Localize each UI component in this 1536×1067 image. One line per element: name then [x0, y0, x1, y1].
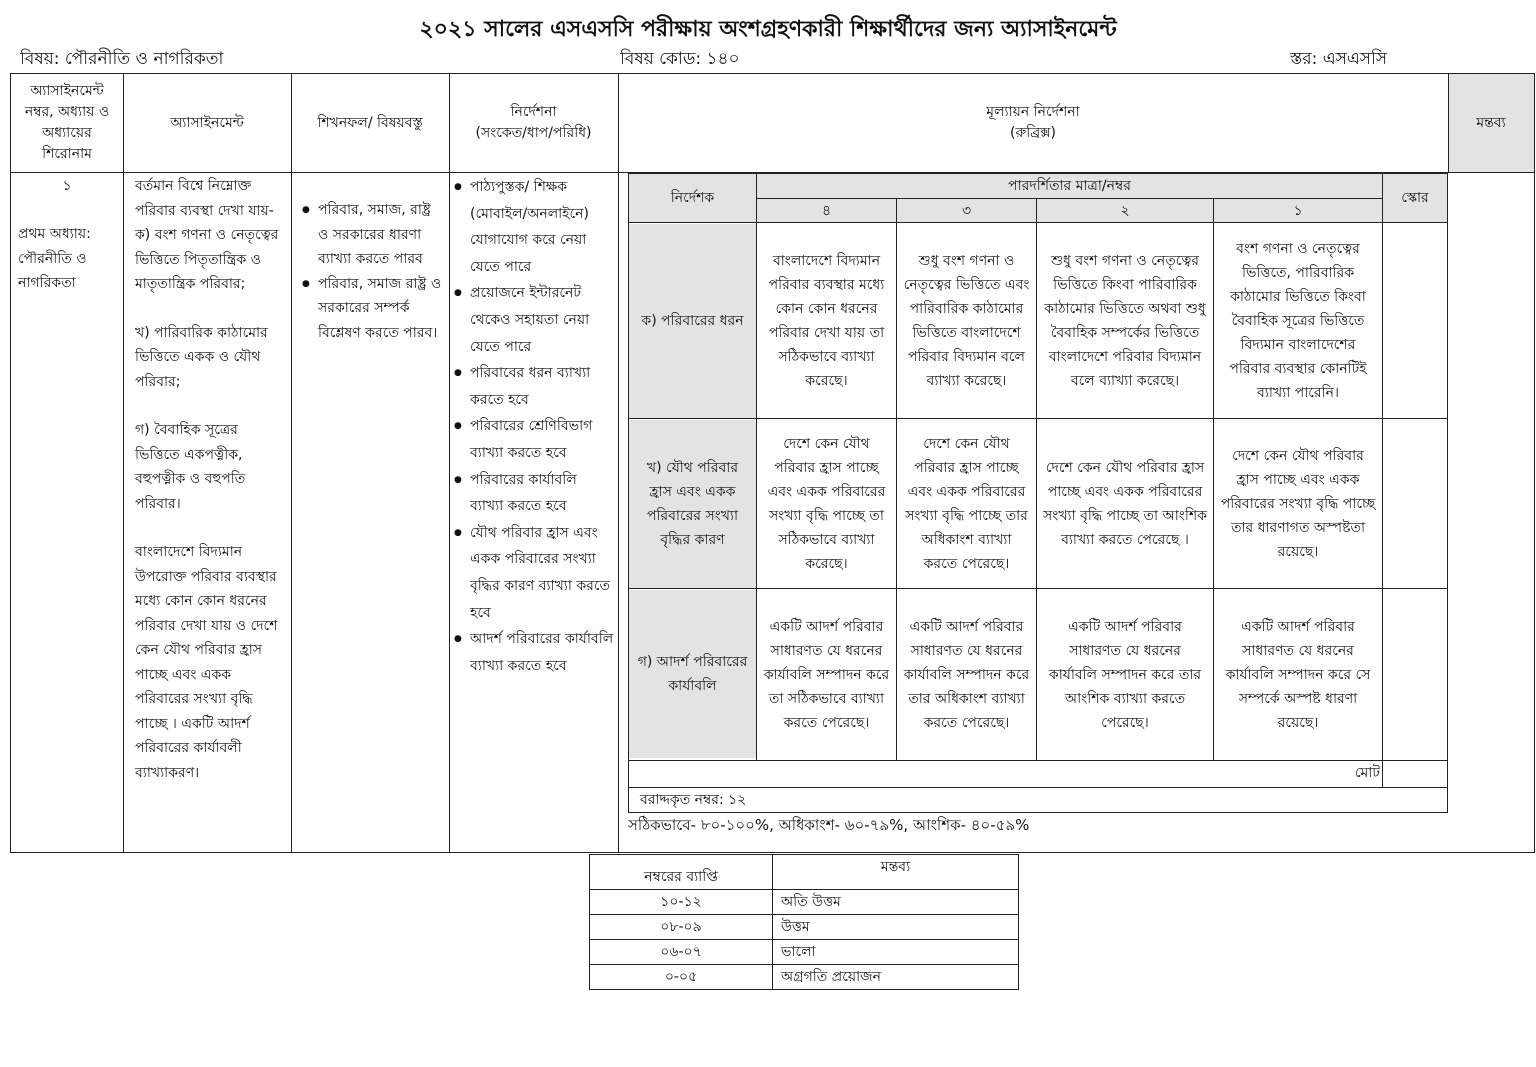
header-assignment: অ্যাসাইনমেন্ট [170, 114, 244, 131]
rubric-level-2: ২ [1037, 199, 1213, 222]
rubric-level-3: ৩ [897, 199, 1036, 222]
table-row: ০-০৫ অগ্রগতি প্রয়োজন [590, 965, 1019, 990]
rubric-cell: একটি আদর্শ পরিবার সাধারণত যে ধরনের কার্যাবলি সম্পাদন করে সে সম্পর্কে অস্পষ্ট ধারণা রয়েছে। [1225, 619, 1371, 731]
rubric-cell: একটি আদর্শ পরিবার সাধারণত যে ধরনের কার্যাবলি সম্পাদন করে তা সঠিকভাবে ব্যাখ্যা করতে পেরেছে। [763, 619, 890, 731]
rubric-cell: দেশে কেন যৌথ পরিবার হ্রাস পাচ্ছে এবং একক পরিবারের সংখ্যা বৃদ্ধি পাচ্ছে তার ধারণাগত অস্পষ্টতা রয়েছে। [1220, 448, 1376, 560]
percent-note: সঠিকভাবে- ৮০-১০০%, অধিকাংশ- ৬০-৭৯%, আংশিক- ৪০-৫৯% [628, 816, 1030, 834]
rubric-indicator-header: নির্দেশক [629, 174, 756, 222]
page-title: ২০২১ সালের এসএসসি পরীক্ষায় অংশগ্রহণকারী শিক্ষার্থীদের জন্য অ্যাসাইনমেন্ট [419, 17, 1117, 42]
instruction-item: ● পাঠ্যপুস্তক/ শিক্ষক (মোবাইল/অনলাইনে) যোগাযোগ করে নেয়া যেতে পারে [470, 174, 614, 280]
outcome-item: ● পরিবার, সমাজ, রাষ্ট্র ও সরকারের ধারণা ব্যাখ্যা করতে পারব [318, 198, 445, 272]
allocated-marks: বরাদ্দকৃত নম্বর: ১২ [640, 792, 747, 808]
chapter-title: প্রথম অধ্যায়: পৌরনীতি ও নাগরিকতা [18, 226, 91, 291]
header-learning-outcome: শিখনফল/ বিষয়বস্তু [317, 114, 423, 131]
rubric-level-1: ১ [1214, 199, 1382, 222]
score-range-header: নম্বরের ব্যাপ্তি [590, 855, 773, 890]
subject-label: বিষয়: পৌরনীতি ও নাগরিকতা [20, 49, 224, 69]
instruction-item: ● পরিবারের শ্রেণিবিভাগ ব্যাখ্যা করতে হবে [470, 413, 614, 466]
rubric-cell: শুধু বংশ গণনা ও নেতৃত্বের ভিত্তিতে এবং পারিবারিক কাঠামোর ভিত্তিতে বাংলাদেশে পরিবার বিদ্যমান বলে ব্যাখ্যা করেছে। [903, 253, 1030, 389]
score-comment-header: মন্তব্য [773, 855, 1019, 890]
rubric-cell: দেশে কেন যৌথ পরিবার হ্রাস পাচ্ছে এবং একক পরিবারের সংখ্যা বৃদ্ধি পাচ্ছে তার অধিকাংশ ব্যাখ্যা করতে পেরেছে। [905, 436, 1028, 572]
rubric-score-header: স্কোর [1383, 174, 1447, 222]
table-row: ১০-১২ অতি উত্তম [590, 890, 1019, 915]
instruction-item: ● যৌথ পরিবার হ্রাস এবং একক পরিবারের সংখ্যা বৃদ্ধির কারণ ব্যাখ্যা করতে হবে [470, 520, 614, 626]
rubric-cell: দেশে কেন যৌথ পরিবার হ্রাস পাচ্ছে এবং একক পরিবারের সংখ্যা বৃদ্ধি পাচ্ছে তা আংশিক ব্যাখ্যা করতে পেরেছে । [1043, 460, 1207, 548]
rubric-cell: বাংলাদেশে বিদ্যমান পরিবার ব্যবস্থার মধ্যে কোন কোন ধরনের পরিবার দেখা যায় তা সঠিকভাবে ব্যাখ্যা করেছে। [768, 253, 885, 389]
rubric-indicator: ক) পরিবারের ধরন [629, 224, 756, 418]
total-label: মোট [1354, 765, 1380, 781]
instruction-item: ● আদর্শ পরিবারের কার্যাবলি ব্যাখ্যা করতে হবে [470, 626, 614, 679]
level-label: স্তর: এসএসসি [1290, 49, 1388, 69]
rubric-cell: একটি আদর্শ পরিবার সাধারণত যে ধরনের কার্যাবলি সম্পাদন করে তার অধিকাংশ ব্যাখ্যা করতে পেরেছে। [903, 619, 1030, 731]
rubric-level-4: ৪ [757, 199, 896, 222]
instruction-item: ● পরিবাবের ধরন ব্যাখ্যা করতে হবে [470, 360, 614, 413]
instructions [452, 174, 614, 679]
header-evaluation: মূল্যায়ন নির্দেশনা (রুব্রিক্স) [986, 104, 1080, 141]
rubric-indicator: গ) আদর্শ পরিবারের কার্যাবলি [629, 590, 756, 758]
score-range-table [589, 854, 1019, 990]
rubric-indicator: খ) যৌথ পরিবার হ্রাস এবং একক পরিবারের সংখ্যা বৃদ্ধির কারণ [629, 420, 756, 588]
header-instructions: নির্দেশনা (সংকেত/ধাপ/পরিধি) [475, 104, 592, 141]
rubric-cell: বংশ গণনা ও নেতৃত্বের ভিত্তিতে, পারিবারিক কাঠামোর ভিত্তিতে কিংবা বৈবাহিক সূত্রের ভিত্তিতে বিদ্যমান বাংলাদেশের পরিবার ব্যবস্থার কোনটিই ব্যাখ্যা পারেনি। [1229, 241, 1367, 401]
learning-outcomes [300, 198, 445, 345]
table-row: ০৮-০৯ উত্তম [590, 915, 1019, 940]
instruction-item: ● পরিবারের কার্যাবলি ব্যাখ্যা করতে হবে [470, 467, 614, 520]
header-assignment-number: অ্যাসাইনমেন্ট নম্বর, অধ্যায় ও অধ্যায়ের শিরোনাম [24, 83, 110, 162]
rubric-cell: দেশে কেন যৌথ পরিবার হ্রাস পাচ্ছে এবং একক পরিবারের সংখ্যা বৃদ্ধি পাচ্ছে তা সঠিকভাবে ব্যাখ্যা করেছে। [767, 436, 886, 572]
header-comment: মন্তব্য [1448, 74, 1534, 172]
outcome-item: ● পরিবার, সমাজ রাষ্ট্র ও সরকারের সম্পর্ক বিশ্লেষণ করতে পারব। [318, 272, 445, 346]
subject-code: বিষয় কোড: ১৪০ [620, 49, 740, 69]
assignment-text: বর্তমান বিশ্বে নিম্নোক্ত পরিবার ব্যবস্থা দেখা যায়- ক) বংশ গণনা ও নেতৃত্বের ভিত্তিতে পিতৃতান্ত্রিক ও মাতৃতান্ত্রিক পরিবার; খ) পারিবারিক কাঠামোর ভিত্তিতে একক ও যৌথ পরিবার; গ) বৈবাহিক সূত্রের ভিত্তিতে একপত্নীক, বহুপত্নীক ও বহুপতি পরিবার। বাংলাদেশে বিদ্যমান উপরোক্ত পরিবার ব্যবস্থার মধ্যে কোন কোন ধরনের পরিবার দেখা যায় ও দেশে কেন যৌথ পরিবার হ্রাস পাচ্ছে এবং একক পরিবারের সংখ্যা বৃদ্ধি পাচ্ছে । একটি আদর্শ পরিবারের কার্যাবলী ব্যাখ্যাকরণ। [135, 178, 279, 781]
rubric-cell: একটি আদর্শ পরিবার সাধারণত যে ধরনের কার্যাবলি সম্পাদন করে তার আংশিক ব্যাখ্যা করতে পেরেছে। [1048, 619, 1202, 731]
assignment-number: ১ [62, 178, 72, 194]
instruction-item: ● প্রয়োজনে ইন্টারনেট থেকেও সহায়তা নেয়া যেতে পারে [470, 280, 614, 360]
rubric-level-header: পারদর্শিতার মাত্রা/নম্বর [757, 174, 1382, 198]
table-row: ০৬-০৭ ভালো [590, 940, 1019, 965]
rubric-cell: শুধু বংশ গণনা ও নেতৃত্বের ভিত্তিতে কিংবা পারিবারিক কাঠামোর ভিত্তিতে অথবা শুধু বৈবাহিক সম্পর্কের ভিত্তিতে বাংলাদেশে পরিবার বিদ্যমান বলে ব্যাখ্যা করেছে। [1044, 253, 1206, 389]
